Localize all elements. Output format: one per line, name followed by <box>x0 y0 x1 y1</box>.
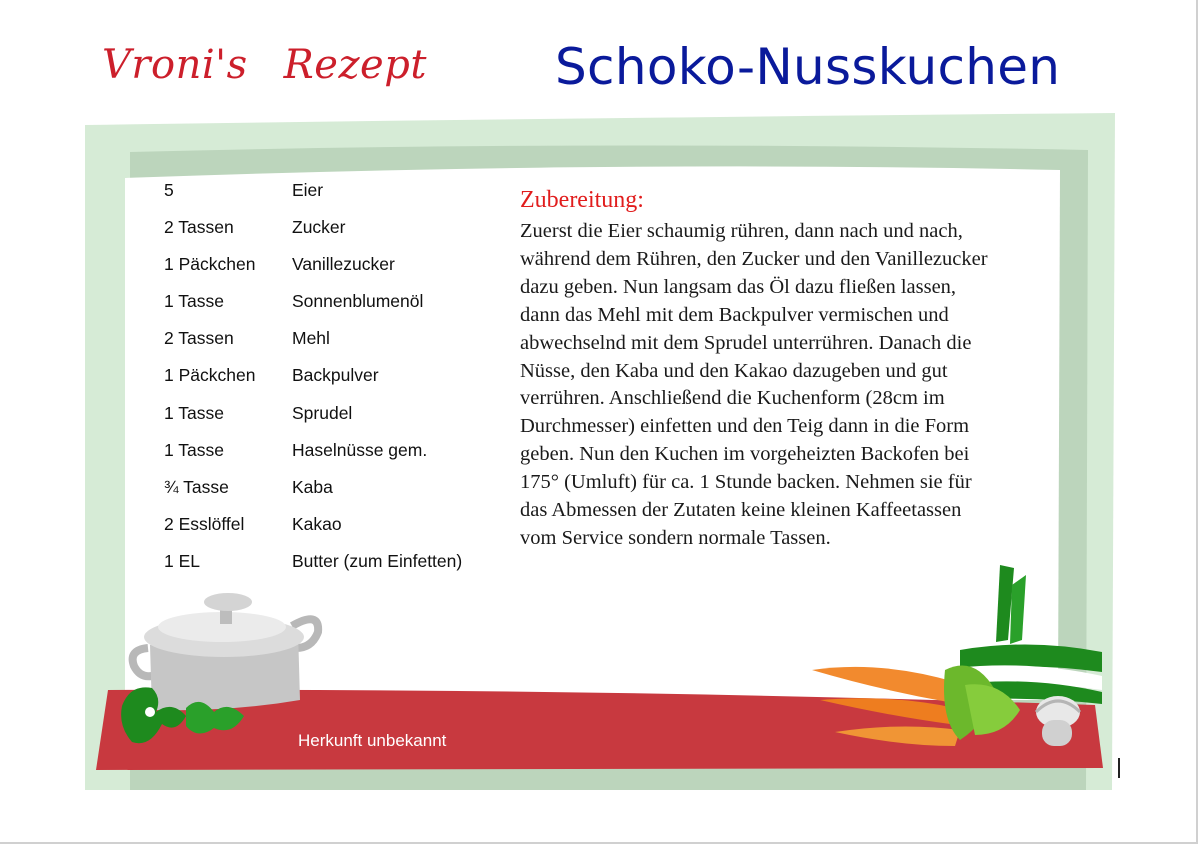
recipe-title: Schoko-Nusskuchen <box>555 38 1061 96</box>
ingredient-name: Sprudel <box>292 402 353 423</box>
ingredient-name: Kaba <box>292 476 333 497</box>
ingredient-name: Backpulver <box>292 365 379 386</box>
ingredient-quantity: 1 EL <box>164 550 200 571</box>
ingredient-row <box>164 217 504 254</box>
ingredient-row <box>164 365 504 402</box>
ingredient-quantity: 1 Tasse <box>164 291 224 312</box>
ingredient-name: Kakao <box>292 513 342 534</box>
ingredient-name: Sonnenblumenöl <box>292 291 424 312</box>
ingredient-row <box>164 403 504 440</box>
preparation-text: Zuerst die Eier schaumig rühren, dann nach und nach, während dem Rühren, den Zucker und den Vanillezucker dazu geben. Nun langsam das Öl dazu fließen lassen, dann das Mehl mit dem Backpulver vermischen und abwechselnd mit dem Sprudel unterrühren. Danach die Nüsse, den Kaba und den Kakao dazugeben und gut verrühren. Anschließend die Kuchenform (28cm im Durchmesser) einfetten und den Teig dann in die Form geben. Nun den Kuchen im vorgeheizten Backofen bei 175° (Umluft) für ca. 1 Stunde backen. Nehmen sie für das Abmessen der Zutaten keine kleinen Kaffeetassen vom Service sondern normale Tassen. <box>520 220 988 549</box>
ingredient-quantity: 1 Tasse <box>164 402 224 423</box>
brand-word-2: Rezept <box>283 42 427 88</box>
ingredient-name: Zucker <box>292 217 346 238</box>
ingredient-row <box>164 328 504 365</box>
ingredient-quantity: ¾ Tasse <box>164 476 229 497</box>
ingredient-row <box>164 254 504 291</box>
ingredient-name: Mehl <box>292 328 330 349</box>
brand-logo <box>102 42 427 88</box>
brand-word-1: Vroni's <box>102 42 248 88</box>
ingredient-name: Haselnüsse gem. <box>292 439 428 460</box>
ingredient-row <box>164 440 504 477</box>
origin-note: Herkunft unbekannt <box>298 731 447 750</box>
ingredient-name: Butter (zum Einfetten) <box>292 550 463 571</box>
ingredient-quantity: 5 <box>164 180 174 200</box>
ingredient-quantity: 1 Tasse <box>164 439 224 460</box>
ingredient-row <box>164 514 504 551</box>
preparation-section <box>520 186 990 553</box>
ingredient-row <box>164 291 504 328</box>
ingredient-quantity: 2 Tassen <box>164 328 234 349</box>
text-cursor <box>1118 758 1120 778</box>
ingredient-name: Vanillezucker <box>292 254 395 275</box>
preparation-heading: Zubereitung: <box>520 187 644 213</box>
ingredient-quantity: 2 Tassen <box>164 217 234 238</box>
ingredient-quantity: 2 Esslöffel <box>164 513 245 534</box>
ingredient-row <box>164 551 504 588</box>
ingredient-quantity: 1 Päckchen <box>164 365 256 386</box>
ingredient-name: Eier <box>292 180 324 200</box>
ingredient-quantity: 1 Päckchen <box>164 254 256 275</box>
ingredient-row <box>164 477 504 514</box>
ingredients-list <box>164 180 504 588</box>
ingredient-row <box>164 180 504 217</box>
